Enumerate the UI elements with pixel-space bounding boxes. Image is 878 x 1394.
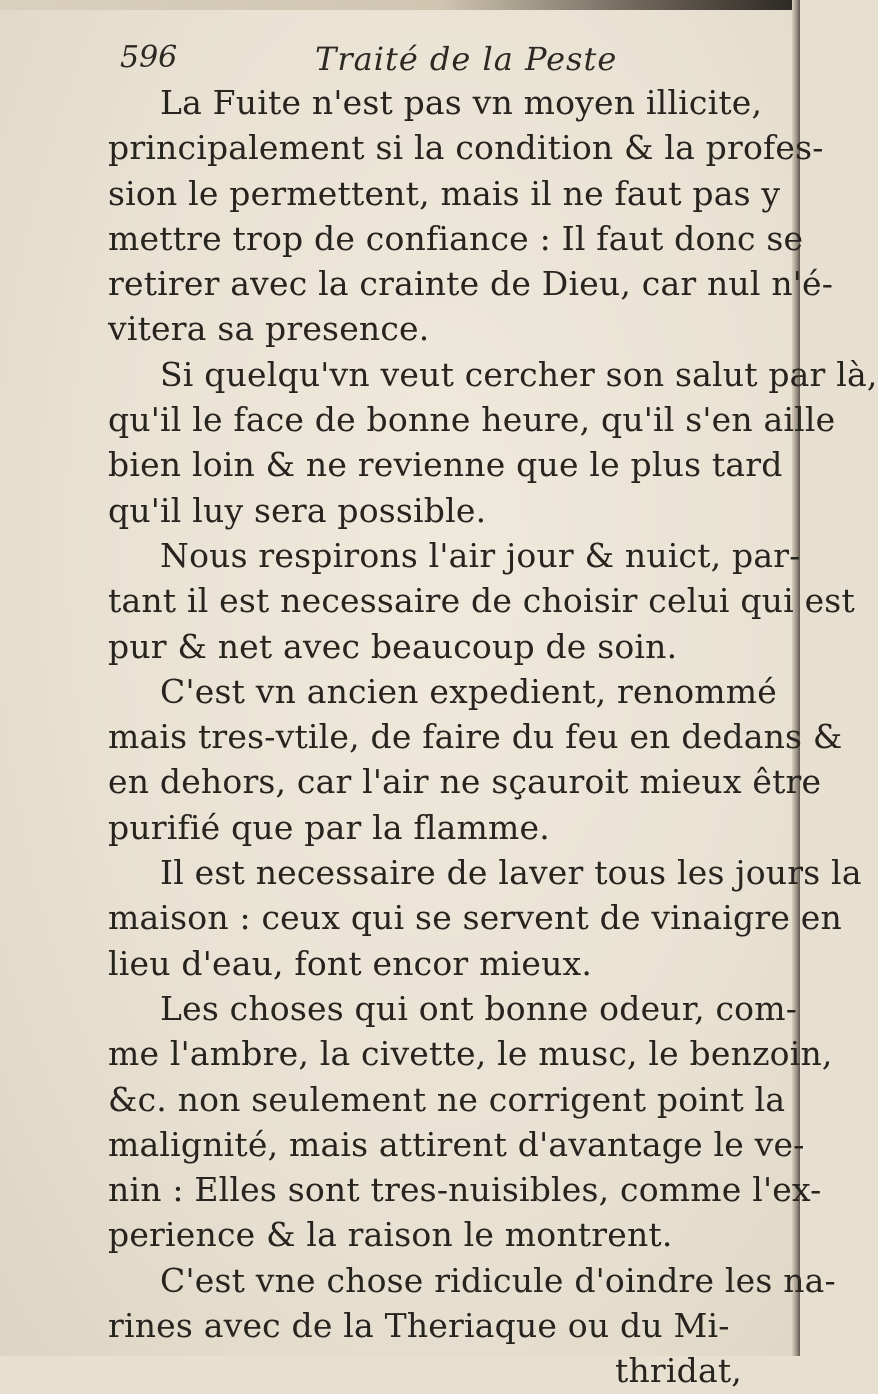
text-line: qu'il luy sera possible. (108, 490, 487, 530)
text-line: Il est necessaire de laver tous les jours la (160, 853, 862, 893)
body-text (108, 80, 878, 1394)
running-title: Traité de la Peste (315, 40, 618, 78)
text-line: bien loin & ne revienne que le plus tard (108, 445, 783, 485)
text-line: mettre trop de confiance : Il faut donc se (108, 218, 804, 258)
text-line: principalement si la condition & la profes- (108, 128, 824, 168)
text-line: La Fuite n'est pas vn moyen illicite, (160, 83, 763, 122)
text-line: rines avec de la Theriaque ou du Mi- (108, 1306, 730, 1346)
text-line: Si quelqu'vn veut cercher son salut par là, (160, 354, 878, 394)
text-line: vitera sa presence. (108, 309, 430, 349)
text-line: Nous respirons l'air jour & nuict, par- (160, 535, 801, 575)
text-line: sion le permettent, mais il ne faut pas y (108, 173, 781, 213)
page-top-shadow (0, 0, 800, 10)
text-line: maison : ceux qui se servent de vinaigre en (108, 898, 842, 938)
text-line: mais tres-vtile, de faire du feu en dedans & (108, 717, 843, 757)
text-line: tant il est necessaire de choisir celui qui est (108, 581, 855, 621)
text-line: pur & net avec beaucoup de soin. (108, 626, 678, 666)
text-line: perience & la raison le montrent. (108, 1215, 673, 1255)
text-line: malignité, mais attirent d'avantage le ve- (108, 1124, 805, 1164)
catchword-line: thridat, (615, 1351, 742, 1391)
text-line: lieu d'eau, font encor mieux. (108, 943, 593, 983)
page-number: 596 (120, 40, 178, 75)
text-line: Les choses qui ont bonne odeur, com- (160, 988, 798, 1028)
text-line: en dehors, car l'air ne sçauroit mieux être (108, 762, 822, 802)
text-line: qu'il le face de bonne heure, qu'il s'en aille (108, 400, 836, 440)
text-line: me l'ambre, la civette, le musc, le benzoin, (108, 1034, 833, 1074)
text-line: C'est vne chose ridicule d'oindre les na- (160, 1260, 836, 1300)
text-line: C'est vn ancien expedient, renommé (160, 671, 777, 711)
text-line: purifié que par la flamme. (108, 807, 550, 847)
text-line: retirer avec la crainte de Dieu, car nul n'é- (108, 264, 834, 304)
text-line: nin : Elles sont tres-nuisibles, comme l'ex- (108, 1170, 822, 1210)
text-line: &c. non seulement ne corrigent point la (108, 1079, 786, 1119)
